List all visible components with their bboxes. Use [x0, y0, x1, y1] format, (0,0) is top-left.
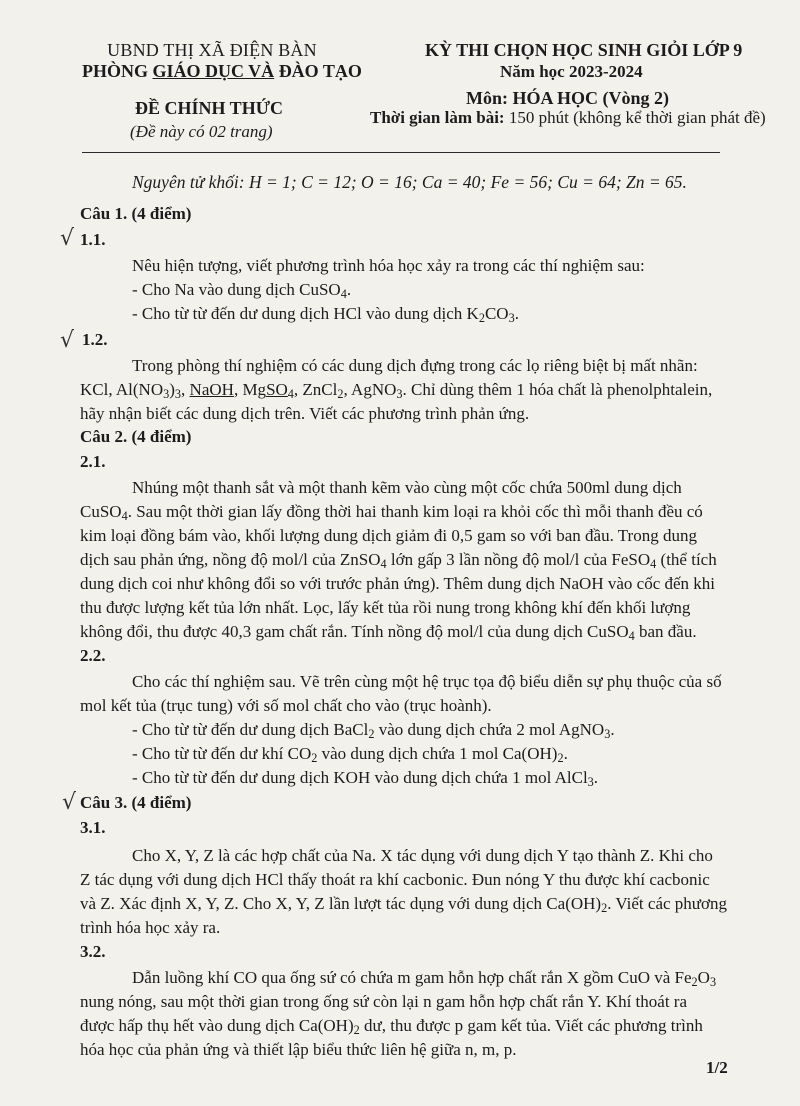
q1-part1-item-a: - Cho Na vào dung dịch CuSO$_4$. [132, 280, 352, 302]
q1-part1-intro: Nêu hiện tượng, viết phương trình hóa học xảy ra trong các thí nghiệm sau: [132, 256, 645, 275]
atomic-masses: Nguyên tử khối: H = 1; C = 12; O = 16; Ca = 40; Fe = 56; Cu = 64; Zn = 65. [132, 172, 687, 192]
org-line2: PHÒNG GIÁO DỤC VÀ ĐÀO TẠO [82, 61, 362, 81]
subject-line: Môn: HÓA HỌC (Vòng 2) [466, 88, 670, 108]
time-line: Thời gian làm bài: 150 phút (không kể thời gian phát đề) [370, 108, 766, 127]
q3-part1-line2: Z tác dụng với dung dịch HCl thấy thoát ra khí cacbonic. Đun nóng Y thu được khí cacbonic [80, 870, 710, 889]
q2-part2-line2: mol kết tủa (trục tung) với số mol chất cho vào (trục hoành). [80, 696, 492, 715]
q3-part1-line4: trình hóa học xảy ra. [80, 918, 221, 937]
q3-part2-line1: Dẫn luồng khí CO qua ống sứ có chứa m gam hỗn hợp chất rắn X gồm CuO và $Fe_2O_3$ [132, 968, 717, 990]
q1-title: Câu 1. (4 điểm) [80, 204, 192, 223]
q2-part1-line4: dịch sau phản ứng, nồng độ mol/l của ZnSO$_4$ lớn gấp 3 lần nồng độ mol/l của FeSO$_4$ (thể tích [80, 550, 717, 572]
official-label: ĐỀ CHÍNH THỨC [135, 98, 284, 118]
q2-part1-label: 2.1. [80, 452, 106, 471]
header-left [82, 40, 362, 82]
q2-part1-line2: CuSO$_4$. Sau một thời gian lấy đồng thời hai thanh kim loại ra khỏi cốc thì mỗi thanh đều có [80, 502, 703, 524]
q2-part1-line6: thu được lượng kết tủa lớn nhất. Lọc, lấy kết tủa rồi nung trong không khí đến khối lượng [80, 598, 691, 617]
org-line1: UBND THỊ XÃ ĐIỆN BÀN [107, 40, 317, 60]
q2-part2-item-b: - Cho từ từ đến dư khí $CO_2$ vào dung dịch chứa 1 mol $Ca(OH)_2$. [132, 744, 568, 766]
q3-part2-line4: hóa học của phản ứng và thiết lập biểu thức liên hệ giữa n, m, p. [80, 1040, 517, 1059]
q2-part2-label: 2.2. [80, 646, 106, 665]
checkmark-icon: √ [60, 226, 75, 251]
q1-part1-label: 1.1. [80, 230, 106, 249]
q3-part2-label: 3.2. [80, 942, 106, 961]
q1-part2-text2: KCl, $Al(NO_3)_3$, NaOH, MgSO$_4$, ZnCl$_2$, AgNO$_3$. Chỉ dùng thêm 1 hóa chất là phenolphtalein, [80, 380, 713, 402]
q1-part2-text3: hãy nhận biết các dung dịch trên. Viết các phương trình phản ứng. [80, 404, 530, 423]
pages-note: (Đề này có 02 trang) [130, 122, 273, 141]
q1-part1-item-b: - Cho từ từ đến dư dung dịch HCl vào dung dịch $K_2CO_3$. [132, 304, 519, 326]
q2-part1-line1: Nhúng một thanh sắt và một thanh kẽm vào cùng một cốc chứa 500ml dung dịch [132, 478, 682, 497]
q1-part2-text1: Trong phòng thí nghiệm có các dung dịch đựng trong các lọ riêng biệt bị mất nhãn: [132, 356, 698, 375]
checkmark-icon: √ [62, 790, 77, 815]
checkmark-icon: √ [60, 328, 75, 353]
q1-part2-label: 1.2. [82, 330, 108, 349]
q2-part2-line1: Cho các thí nghiệm sau. Vẽ trên cùng một hệ trục tọa độ biểu diễn sự phụ thuộc của số [132, 672, 722, 691]
q3-part2-line2: nung nóng, sau một thời gian trong ống sứ còn lại n gam hỗn hợp chất rắn Y. Khí thoát ra [80, 992, 687, 1011]
q3-part1-line1: Cho X, Y, Z là các hợp chất của Na. X tác dụng với dung dịch Y tạo thành Z. Khi cho [132, 846, 713, 865]
q2-part2-item-c: - Cho từ từ đến dư dung dịch KOH vào dung dịch chứa 1 mol AlCl$_3$. [132, 768, 599, 790]
q2-part2-item-a: - Cho từ từ đến dư dung dịch BaCl$_2$ vào dung dịch chứa 2 mol AgNO$_3$. [132, 720, 615, 742]
q2-part1-line7: không đổi, thu được 40,3 gam chất rắn. Tính nồng độ mol/l của dung dịch CuSO$_4$ ban đầu. [80, 622, 697, 644]
exam-title: KỲ THI CHỌN HỌC SINH GIỎI LỚP 9 [425, 40, 743, 60]
q2-part1-line3: kim loại đồng bám vào, khối lượng dung dịch giảm đi 0,5 gam so với ban đầu. Trong dung [80, 526, 697, 545]
school-year: Năm học 2023-2024 [500, 62, 643, 81]
q3-title: Câu 3. (4 điểm) [80, 793, 192, 812]
q2-part1-line5: dung dịch coi như không đổi so với trước phản ứng). Thêm dung dịch NaOH vào cốc đến khi [80, 574, 716, 593]
q3-part1-line3: và Z. Xác định X, Y, Z. Cho X, Y, Z lần lượt tác dụng với dung dịch $Ca(OH)_2$. Viết các phương [80, 894, 727, 916]
page-number: 1/2 [706, 1058, 728, 1077]
q3-part1-label: 3.1. [80, 818, 106, 837]
q2-title: Câu 2. (4 điểm) [80, 427, 192, 446]
q3-part2-line3: được hấp thụ hết vào dung dịch $Ca(OH)_2$ dư, thu được p gam kết tủa. Viết các phương trình [80, 1016, 703, 1038]
header-divider [82, 152, 720, 153]
